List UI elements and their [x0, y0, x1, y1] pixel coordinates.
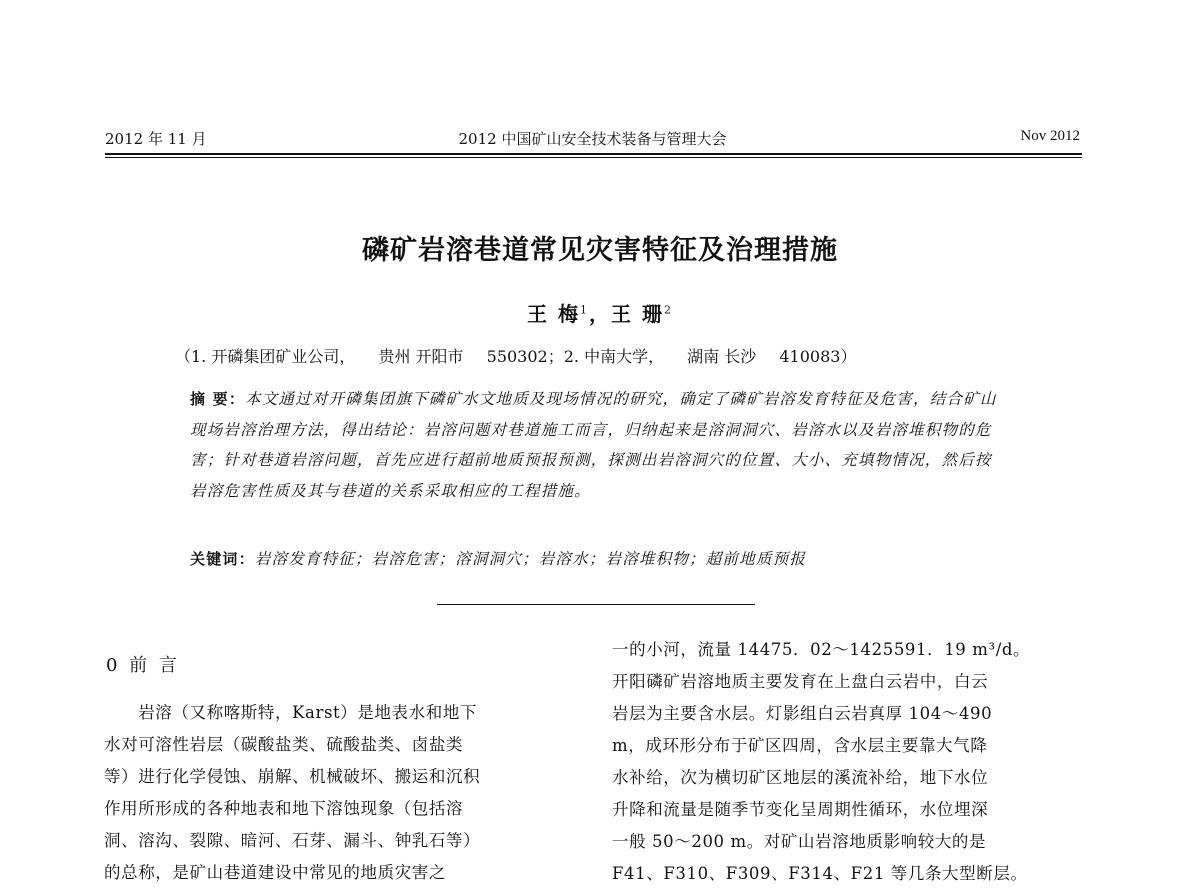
abstract-text: 本文通过对开磷集团旗下磷矿水文地质及现场情况的研究，确定了磷矿岩溶发育特征及危害，结合矿山现场岩溶治理方法，得出结论：岩溶问题对巷道施工而言，归纳起来是溶洞洞穴、岩溶水以及岩溶堆积物的危害；针对巷道岩溶问题，首先应进行超前地质预报预测，探测出岩溶洞穴的位置、大小、充填物情况，然后按岩溶危害性质及其与巷道的关系采取相应的工程措施。 [190, 390, 997, 500]
body-line: 水对可溶性岩层（碳酸盐类、硫酸盐类、卤盐类 [104, 735, 464, 754]
running-header [105, 126, 1080, 152]
affiliation-1-zip-2-org: 550302；2. 中南大学， [486, 347, 665, 366]
body-line: 一般 50～200 m。对矿山岩溶地质影响较大的是 [612, 832, 987, 851]
body-line: 洞、溶沟、裂隙、暗河、石芽、漏斗、钟乳石等） [104, 831, 481, 850]
body-column-left [104, 697, 578, 889]
keywords-label: 关键词： [190, 550, 255, 568]
body-line: 开阳磷矿岩溶地质主要发育在上盘白云岩中，白云 [612, 672, 989, 691]
abstract-label: 摘 要： [190, 390, 246, 408]
keywords [190, 547, 1005, 569]
affiliation-2-zip: 410083） [779, 347, 857, 366]
affiliation-line [175, 344, 874, 367]
body-line: 作用所形成的各种地表和地下溶蚀现象（包括溶 [104, 799, 464, 818]
affiliation-1-place: 贵州 开阳市 [378, 347, 464, 366]
body-line: 岩溶（又称喀斯特，Karst）是地表水和地下 [104, 703, 478, 722]
paper-title: 磷矿岩溶巷道常见灾害特征及治理措施 [362, 235, 838, 266]
body-line: F41、F310、F309、F314、F21 等几条大型断层。 [612, 864, 1028, 883]
author-2-affil-mark: 2 [663, 303, 673, 317]
abstract [190, 384, 1005, 506]
author-separator: ， [589, 302, 611, 326]
body-line: 岩层为主要含水层。灯影组白云岩真厚 104～490 [612, 704, 993, 723]
affiliation-2-place: 湖南 长沙 [687, 347, 757, 366]
body-line: 的总称，是矿山巷道建设中常见的地质灾害之 [104, 863, 446, 882]
author-line [0, 298, 1200, 327]
body-line: 一的小河，流量 14475．02～1425591．19 m³/d。 [612, 640, 1031, 659]
body-line: m，成环形分布于矿区四周，含水层主要靠大气降 [612, 736, 988, 755]
body-column-right [612, 634, 1082, 890]
author-1-affil-mark: 1 [580, 303, 589, 317]
author-1: 王 梅 [527, 302, 580, 326]
header-conference: 2012 中国矿山安全技术装备与管理大会 [458, 130, 727, 148]
keywords-text: 岩溶发育特征；岩溶危害；溶洞洞穴；岩溶水；岩溶堆积物；超前地质预报 [254, 550, 806, 568]
author-2: 王 珊 [611, 302, 664, 326]
header-date-cn: 2012 年 11 月 [105, 130, 207, 148]
affiliation-1-org: （1. 开磷集团矿业公司， [175, 347, 356, 366]
body-line: 升降和流量是随季节变化呈周期性循环，水位埋深 [612, 800, 989, 819]
body-line: 等）进行化学侵蚀、崩解、机械破坏、搬运和沉积 [104, 767, 481, 786]
header-rule-thin [105, 157, 1082, 158]
header-date-en: Nov 2012 [1020, 128, 1080, 144]
section-heading: 0 前 言 [106, 655, 180, 676]
body-line: 水补给，次为横切矿区地层的溪流补给，地下水位 [612, 768, 989, 787]
abstract-separator-rule [437, 604, 755, 605]
header-rule-thick [105, 153, 1082, 155]
